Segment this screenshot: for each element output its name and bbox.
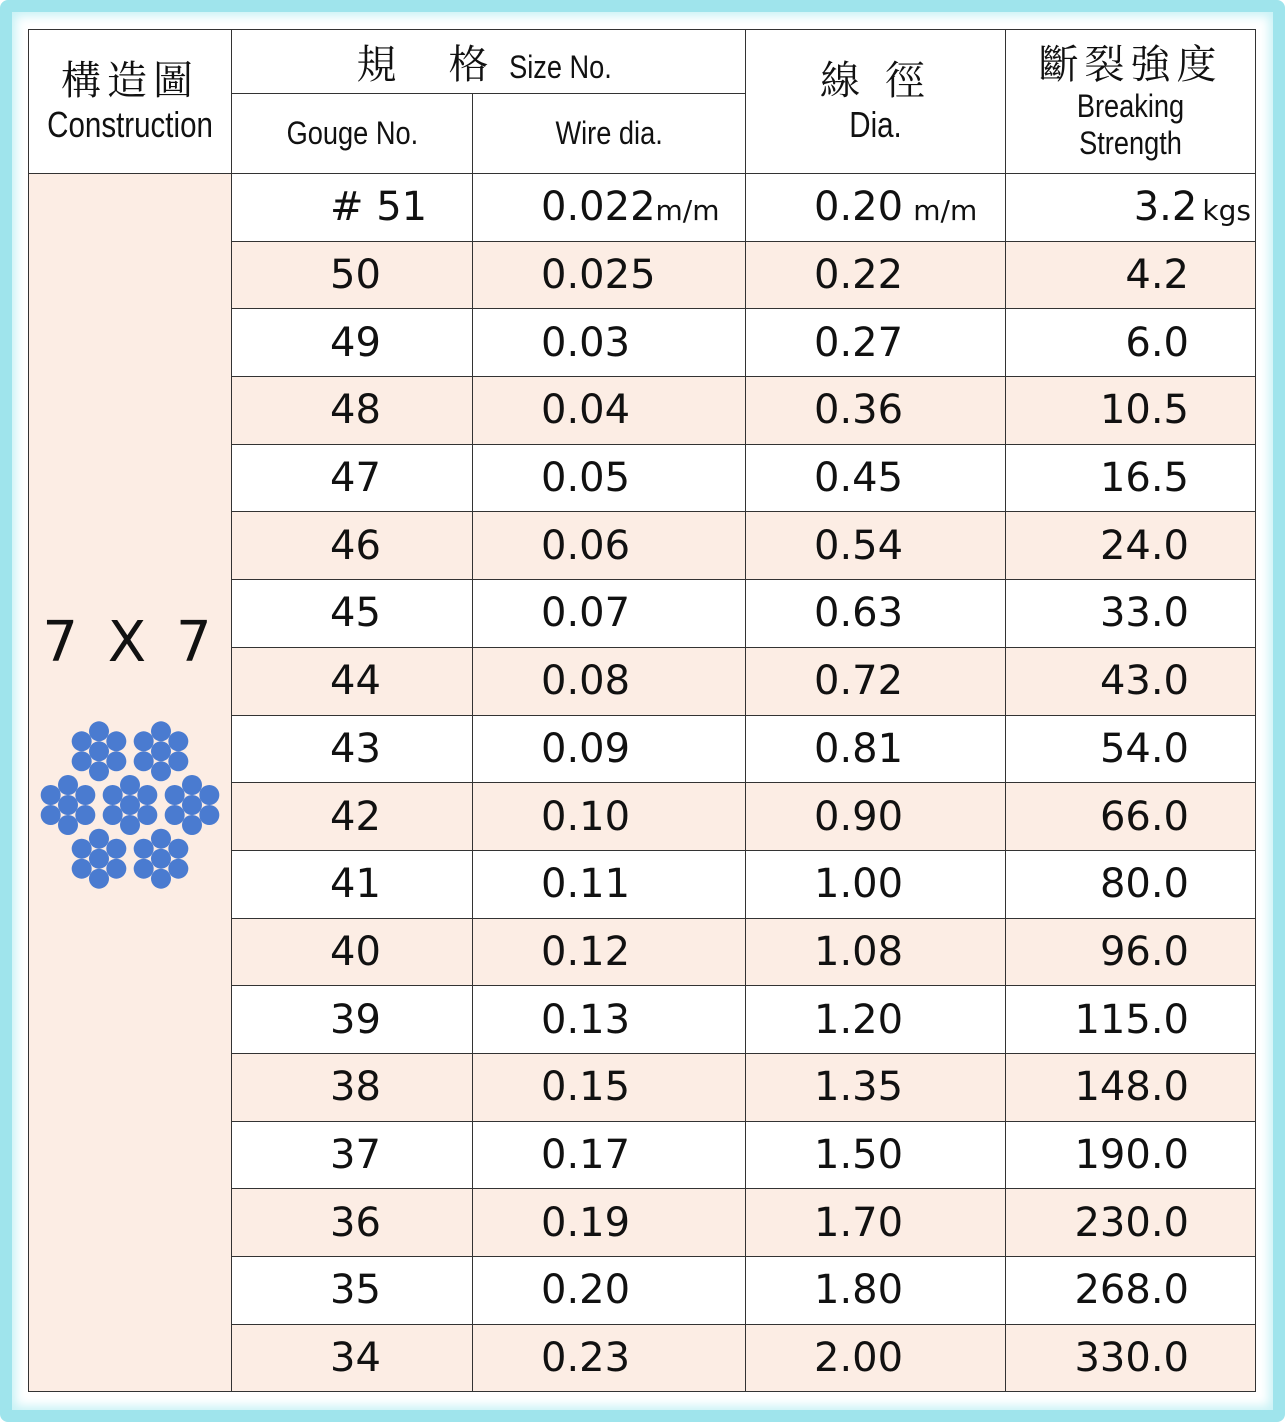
size-header	[232, 30, 746, 94]
gauge-cell: 43	[232, 715, 473, 783]
breaking-en-1: Breaking	[1076, 87, 1185, 124]
wire-circle	[199, 805, 219, 825]
dia-cell: 0.36	[746, 377, 1006, 445]
wire-circle	[75, 805, 95, 825]
breaking-zh: 斷裂強度	[1038, 41, 1223, 88]
breaking-cell: 115.0	[1006, 986, 1256, 1054]
wire-circle	[168, 731, 188, 751]
wire-cell: 0.20	[473, 1257, 746, 1325]
wire-circle	[58, 795, 78, 815]
dia-cell: 1.08	[746, 918, 1006, 986]
dia-cell: 0.22	[746, 241, 1006, 309]
wire-circle	[89, 741, 109, 761]
gauge-cell: 46	[232, 512, 473, 580]
gauge-cell: 44	[232, 647, 473, 715]
dia-zh: 線 徑	[820, 57, 931, 104]
wire-circle	[151, 741, 171, 761]
dia-cell: 0.45	[746, 444, 1006, 512]
wire-circle	[41, 805, 61, 825]
wire-circle	[168, 751, 188, 771]
wire-circle	[151, 721, 171, 741]
dia-cell: 1.20	[746, 986, 1006, 1054]
breaking-cell: 24.0	[1006, 512, 1256, 580]
breaking-cell: 16.5	[1006, 444, 1256, 512]
construction-en: Construction	[47, 103, 213, 145]
wire-cell: 0.17	[473, 1121, 746, 1189]
dia-cell: 0.54	[746, 512, 1006, 580]
wire-circle	[134, 839, 154, 859]
wire-circle	[151, 869, 171, 889]
wire-circle	[106, 751, 126, 771]
spec-table	[28, 29, 1256, 1392]
construction-cell	[29, 174, 232, 1392]
breaking-cell: 43.0	[1006, 647, 1256, 715]
gauge-cell: 34	[232, 1324, 473, 1392]
wire-circle	[41, 785, 61, 805]
dia-cell: 0.81	[746, 715, 1006, 783]
breaking-cell: 6.0	[1006, 309, 1256, 377]
wire-cell: 0.23	[473, 1324, 746, 1392]
wire-cell: 0.03	[473, 309, 746, 377]
gauge-cell: 42	[232, 783, 473, 851]
wire-circle	[106, 839, 126, 859]
dia-header	[746, 30, 1006, 174]
construction-label: 7 X 7	[42, 610, 218, 676]
wire-circle	[72, 751, 92, 771]
wire-circle	[134, 751, 154, 771]
breaking-en-2: Strength	[1079, 124, 1182, 161]
wire-cell: 0.07	[473, 580, 746, 648]
wire-circle	[199, 785, 219, 805]
construction-zh: 構造圖	[61, 57, 199, 104]
breaking-cell: 10.5	[1006, 377, 1256, 445]
wire-cell: 0.04	[473, 377, 746, 445]
wire-circle	[137, 785, 157, 805]
breaking-cell: 3.2 kgs	[1006, 174, 1256, 242]
breaking-cell: 80.0	[1006, 850, 1256, 918]
gauge-cell: 40	[232, 918, 473, 986]
wire-circle	[168, 839, 188, 859]
wire-circle	[106, 731, 126, 751]
wire-cell: 0.12	[473, 918, 746, 986]
wire-header-label: Wire dia.	[555, 115, 663, 151]
wire-circle	[151, 761, 171, 781]
dia-cell: 1.00	[746, 850, 1006, 918]
wire-circle	[89, 761, 109, 781]
breaking-header	[1006, 30, 1256, 174]
wire-circle	[134, 731, 154, 751]
wire-circle	[58, 775, 78, 795]
wire-circle	[151, 849, 171, 869]
breaking-cell: 190.0	[1006, 1121, 1256, 1189]
gauge-cell: 50	[232, 241, 473, 309]
breaking-cell: 54.0	[1006, 715, 1256, 783]
wire-cell: 0.06	[473, 512, 746, 580]
wire-cell: 0.15	[473, 1053, 746, 1121]
gauge-cell: 48	[232, 377, 473, 445]
wire-circle	[89, 849, 109, 869]
wire-circle	[182, 815, 202, 835]
dia-cell: 0.90	[746, 783, 1006, 851]
wire-circle	[134, 859, 154, 879]
wire-cell: 0.10	[473, 783, 746, 851]
gauge-cell: 39	[232, 986, 473, 1054]
dia-en: Dia.	[849, 103, 902, 145]
breaking-cell: 148.0	[1006, 1053, 1256, 1121]
gauge-header	[232, 94, 473, 174]
breaking-cell: 268.0	[1006, 1257, 1256, 1325]
gauge-cell: 47	[232, 444, 473, 512]
dia-cell: 1.50	[746, 1121, 1006, 1189]
construction-header	[29, 30, 232, 174]
wire-circle	[182, 775, 202, 795]
wire-circle	[151, 829, 171, 849]
wire-circle	[165, 785, 185, 805]
breaking-cell: 33.0	[1006, 580, 1256, 648]
breaking-cell: 230.0	[1006, 1189, 1256, 1257]
wire-cell: 0.022m/m	[473, 174, 746, 242]
wire-circle	[103, 785, 123, 805]
dia-cell: 0.63	[746, 580, 1006, 648]
wire-circle	[120, 775, 140, 795]
dia-cell: 0.20 m/m	[746, 174, 1006, 242]
wire-circle	[58, 815, 78, 835]
dia-cell: 1.80	[746, 1257, 1006, 1325]
gauge-cell: 35	[232, 1257, 473, 1325]
wire-circle	[106, 859, 126, 879]
dia-cell: 1.35	[746, 1053, 1006, 1121]
wire-circle	[72, 731, 92, 751]
wire-circle	[120, 815, 140, 835]
gauge-cell: 45	[232, 580, 473, 648]
size-en: Size No.	[508, 49, 612, 85]
wire-circle	[89, 869, 109, 889]
wire-header	[473, 94, 746, 174]
breaking-cell: 96.0	[1006, 918, 1256, 986]
wire-circle	[168, 859, 188, 879]
wire-circle	[182, 795, 202, 815]
gauge-cell: 36	[232, 1189, 473, 1257]
gauge-header-label: Gouge No.	[286, 115, 418, 151]
wire-cell: 0.11	[473, 850, 746, 918]
dia-cell: 0.72	[746, 647, 1006, 715]
gauge-cell: 38	[232, 1053, 473, 1121]
table-row	[29, 174, 1256, 242]
wire-cell: 0.13	[473, 986, 746, 1054]
wire-cell: 0.025	[473, 241, 746, 309]
dia-cell: 1.70	[746, 1189, 1006, 1257]
wire-circle	[72, 839, 92, 859]
dia-cell: 0.27	[746, 309, 1006, 377]
wire-circle	[137, 805, 157, 825]
wire-cell: 0.19	[473, 1189, 746, 1257]
wire-cell: 0.05	[473, 444, 746, 512]
gauge-cell: 49	[232, 309, 473, 377]
spec-table-body	[29, 174, 1256, 1392]
wire-circle	[75, 785, 95, 805]
breaking-cell: 330.0	[1006, 1324, 1256, 1392]
gauge-cell: 37	[232, 1121, 473, 1189]
gauge-cell: # 51	[232, 174, 473, 242]
wire-cell: 0.09	[473, 715, 746, 783]
wire-circle	[89, 829, 109, 849]
size-zh: 規 格	[356, 42, 495, 88]
wire-circle	[120, 795, 140, 815]
breaking-cell: 4.2	[1006, 241, 1256, 309]
wire-circle	[165, 805, 185, 825]
rope-cross-section-icon	[30, 715, 230, 895]
wire-circle	[72, 859, 92, 879]
dia-cell: 2.00	[746, 1324, 1006, 1392]
gauge-cell: 41	[232, 850, 473, 918]
wire-cell: 0.08	[473, 647, 746, 715]
wire-circle	[103, 805, 123, 825]
breaking-cell: 66.0	[1006, 783, 1256, 851]
wire-circle	[89, 721, 109, 741]
